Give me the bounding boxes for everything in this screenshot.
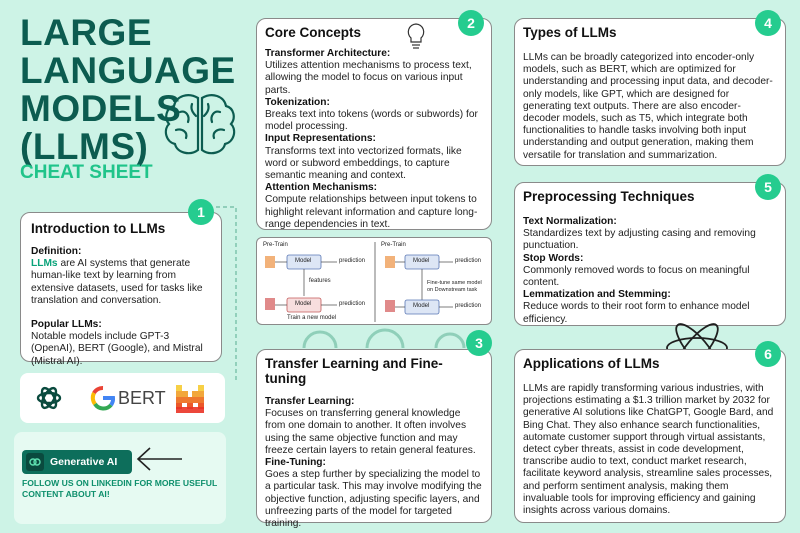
definition-text xyxy=(31,258,211,307)
input-stack-icon xyxy=(385,300,395,312)
apps-heading: Applications of LLMs xyxy=(523,356,660,371)
transfer-heading: Transfer Learning and Fine-tuning xyxy=(265,356,443,386)
brand-label: Generative AI xyxy=(50,456,118,468)
model-label: Model xyxy=(295,301,312,307)
types-card xyxy=(514,18,786,166)
features-label: features xyxy=(309,278,331,284)
footer-panel xyxy=(14,432,226,524)
preproc-heading: Preprocessing Techniques xyxy=(523,189,695,204)
google-logo-icon xyxy=(90,385,116,411)
finetune-label: Fine-Tuning: xyxy=(265,457,326,469)
arrow-left-icon xyxy=(134,444,184,474)
definition-label: Definition: xyxy=(31,246,82,257)
model-label: Model xyxy=(413,303,430,309)
types-text: LLMs can be broadly categorized into encoder-only models, such as BERT, which are optimized for understanding and processing input data, and decoder-only models, like GPT, which are designed for generating text outputs. There are also encoder-decoder models, such as T5, which integrate both functionalities to handle tasks involving both input understanding and output generation, making them versatile for translation and summarization. xyxy=(523,52,773,161)
concept-text: Utilizes attention mechanisms to process text, allowing the model to focus on various input parts. xyxy=(265,60,472,96)
llms-term: LLMs xyxy=(31,258,58,270)
input-stack-icon xyxy=(265,298,275,310)
preproc-label: Text Normalization: xyxy=(523,216,617,227)
openai-logo-icon xyxy=(34,383,64,413)
input-stack-icon xyxy=(265,256,275,268)
train-new-label: Train a new model xyxy=(287,315,337,321)
finetune-label: Fine-tune same model on Downstream task xyxy=(427,280,482,293)
section-number-badge: 4 xyxy=(755,10,781,36)
title-line: MODELS xyxy=(20,88,182,129)
section-number-badge: 1 xyxy=(188,199,214,225)
definition-body: are AI systems that generate human-like text by learning from extensive datasets, used for tasks like translation and conversation. xyxy=(31,258,203,306)
prediction-label: prediction xyxy=(339,301,366,307)
follow-text: FOLLOW US ON LINKEDIN FOR MORE USEFUL CONTENT ABOUT AI! xyxy=(22,478,218,499)
pretrain-label: Pre-Train xyxy=(381,242,406,248)
section-number-badge: 3 xyxy=(466,330,492,356)
title-line: LANGUAGE xyxy=(20,50,236,91)
lightbulb-icon xyxy=(404,22,428,52)
applications-card xyxy=(514,349,786,523)
concept-text: Breaks text into tokens (words or subwords) for model processing. xyxy=(265,109,478,133)
section-number-badge: 6 xyxy=(755,341,781,367)
generative-ai-brand[interactable] xyxy=(22,450,132,474)
transfer-learning-card xyxy=(256,349,492,530)
preproc-text: Commonly removed words to focus on meaningful content. xyxy=(523,264,750,289)
popular-llms-text: Notable models include GPT-3 (OpenAI), BERT (Google), and Mistral (Mistral AI). xyxy=(31,331,203,367)
concept-label: Input Representations: xyxy=(265,133,376,145)
popular-llms-label: Popular LLMs: xyxy=(31,319,102,331)
apps-text: LLMs are rapidly transforming various industries, with projections estimating a $1.3 trillion market by 2032 for generative AI solutions like ChatGPT, Google Bard, and Bing Chat. They also enhance search functionalities, automate customer support through virtual assistants, detect cyber threats, assist in code development, transcribe audio to text, conduct market research, facilitate keyword analysis, streamline sales processes, and perform sentiment analysis, making them invaluable tools for improving efficiency and gaining insights across various domains. xyxy=(523,383,774,517)
section-number-badge: 2 xyxy=(458,10,484,36)
pretrain-label: Pre-Train xyxy=(263,242,288,248)
preproc-label: Stop Words: xyxy=(523,252,584,264)
core-heading: Core Concepts xyxy=(265,25,362,40)
bert-logo-text: BERT xyxy=(118,388,166,408)
core-concepts-card xyxy=(256,18,492,230)
model-label: Model xyxy=(413,258,430,264)
mistral-logo-icon xyxy=(176,385,204,413)
prediction-label: prediction xyxy=(339,258,366,264)
input-stack-icon xyxy=(385,256,395,268)
logos-row xyxy=(20,373,225,423)
concept-label: Tokenization: xyxy=(265,96,330,108)
model-label: Model xyxy=(295,258,312,264)
intro-card xyxy=(20,212,222,367)
intro-heading: Introduction to LLMs xyxy=(31,221,166,236)
preproc-text: Reduce words to their root form to enhance model efficiency. xyxy=(523,301,750,325)
types-heading: Types of LLMs xyxy=(523,25,617,40)
gears-icon xyxy=(290,318,480,348)
preproc-text: Standardizes text by adjusting casing and removing punctuation. xyxy=(523,228,756,252)
transfer-text: Focuses on transferring general knowledge from one domain to another. It often involves using the same objective function and may freeze certain layers to retain general features. xyxy=(265,408,476,456)
prediction-label: prediction xyxy=(455,303,482,309)
concept-label: Transformer Architecture: xyxy=(265,48,391,59)
finetune-text: Goes a step further by specializing the model to a particular task. This may involve modifying the objective function, adjusting specific layers, and unfreezing parts of the model for targeted training. xyxy=(265,469,482,530)
prediction-label: prediction xyxy=(455,258,482,264)
preproc-label: Lemmatization and Stemming: xyxy=(523,289,671,301)
cheat-sheet-subtitle: CHEAT SHEET xyxy=(20,162,153,183)
main-title xyxy=(20,14,236,166)
title-line: (LLMS) xyxy=(20,126,149,167)
concept-label: Attention Mechanisms: xyxy=(265,182,378,194)
section-number-badge: 5 xyxy=(755,174,781,200)
transfer-label: Transfer Learning: xyxy=(265,396,355,407)
atom-icon xyxy=(662,318,732,352)
concept-text: Compute relationships between input tokens to highlight relevant information and capture long-range dependencies in text. xyxy=(265,194,478,230)
brain-logo-icon xyxy=(26,453,44,471)
concept-text: Transforms text into vectorized formats, like word or subword embeddings, to capture semantic meaning and context. xyxy=(265,145,462,182)
preprocessing-card xyxy=(514,182,786,326)
transfer-learning-diagram xyxy=(256,237,492,325)
title-line: LARGE xyxy=(20,12,152,53)
